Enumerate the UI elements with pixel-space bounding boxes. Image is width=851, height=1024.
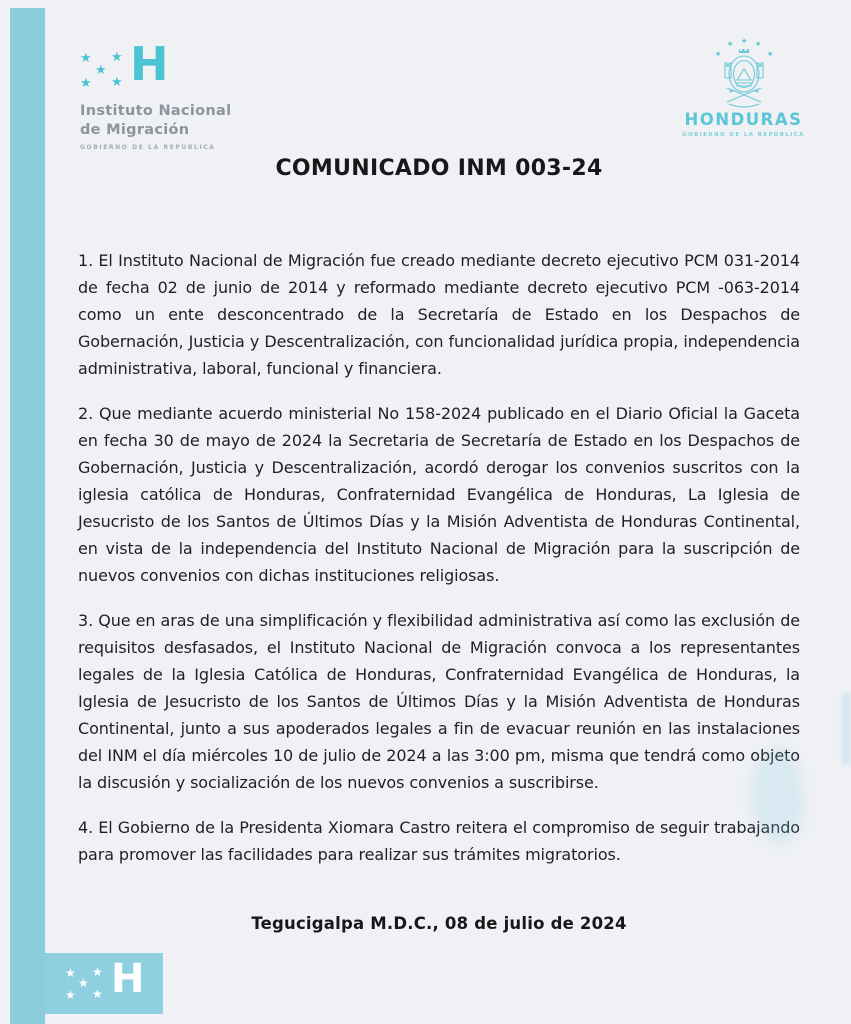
left-accent-bar xyxy=(10,8,45,1024)
honduras-tagline: GOBIERNO DE LA REPÚBLICA xyxy=(682,132,805,138)
svg-text:★: ★ xyxy=(714,50,721,58)
inm-logo xyxy=(80,37,232,151)
star-icon: ★ xyxy=(65,966,76,980)
star-icon: ★ xyxy=(92,965,103,979)
paragraphs xyxy=(78,247,800,868)
paragraph-1: 1. El Instituto Nacional de Migración fue creado mediante decreto ejecutivo PCM 031-2014 de fecha 02 de junio de 2014 y reformado mediante decreto ejecutivo PCM -063-2014 como un ente desconcentrado de la Secretaría de Estado en los Despachos de Gobernación, Justicia y Descentralización, con funcionalidad jurídica propia, independencia administrativa, laboral, funcional y financiera. xyxy=(78,251,800,378)
paragraph-4: 4. El Gobierno de la Presidenta Xiomara Castro reitera el compromiso de seguir trabajando para promover las facilidades para realizar sus trámites migratorios. xyxy=(78,818,800,864)
star-icon: ★ xyxy=(78,976,89,990)
page-title: COMUNICADO INM 003-24 xyxy=(275,156,603,181)
star-icon: ★ xyxy=(95,63,107,78)
date-line: Tegucigalpa M.D.C., 08 de julio de 2024 xyxy=(251,914,627,933)
honduras-wordmark: HONDURAS xyxy=(684,110,803,129)
footer-stars-h-mark xyxy=(65,956,155,1003)
h-mark-letter: H xyxy=(111,956,145,1002)
footer-logo-box xyxy=(45,953,163,1014)
h-mark-letter: H xyxy=(130,37,169,91)
communique-body xyxy=(78,156,800,933)
inm-name xyxy=(80,102,231,140)
star-icon: ★ xyxy=(111,50,123,65)
svg-text:★: ★ xyxy=(766,50,773,58)
svg-text:★: ★ xyxy=(740,37,747,45)
honduras-logo xyxy=(676,36,811,138)
inm-stars-h-mark xyxy=(80,37,170,94)
inm-name-line2: de Migración xyxy=(80,122,190,138)
star-icon: ★ xyxy=(92,987,103,1001)
star-icon: ★ xyxy=(111,75,123,90)
inm-tagline: GOBIERNO DE LA REPÚBLICA xyxy=(80,144,216,151)
watermark-edge xyxy=(842,693,851,765)
paragraph-2: 2. Que mediante acuerdo ministerial No 158-2024 publicado en el Diario Oficial la Gaceta en fecha 30 de mayo de 2024 la Secretaria de Secretaría de Estado en los Despachos de Gobernación, Justicia y Descentralización, acordó derogar los convenios suscritos con la iglesia católica de Honduras, Confraternidad Evangélica de Honduras, La Iglesia de Jesucristo de los Santos de Últimos Días y la Misión Adventista de Honduras Continental, en vista de la independencia del Instituto Nacional de Migración para la suscripción de nuevos convenios con dichas instituciones religiosas. xyxy=(78,404,800,585)
star-icon: ★ xyxy=(65,988,76,1002)
honduras-coat-of-arms-icon xyxy=(689,36,799,108)
inm-name-line1: Instituto Nacional xyxy=(80,103,232,119)
svg-text:★: ★ xyxy=(754,40,761,48)
svg-text:★: ★ xyxy=(726,40,733,48)
paragraph-3: 3. Que en aras de una simplificación y flexibilidad administrativa así como las exclusión de requisitos desfasados, el Instituto Nacional de Migración convoca a los representantes legales de la Iglesia Católica de Honduras, Confraternidad Evangélica de Honduras, la Iglesia de Jesucristo de los Santos de Últimos Días y la Misión Adventista de Honduras Continental, junto a sus apoderados legales a fin de evacuar reunión en las instalaciones del INM el día miércoles 10 de julio de 2024 a las 3:00 pm, misma que tendrá como objeto la discusión y socialización de los nuevos convenios a suscribirse. xyxy=(78,611,800,792)
star-icon: ★ xyxy=(80,76,92,91)
star-icon: ★ xyxy=(80,51,92,66)
